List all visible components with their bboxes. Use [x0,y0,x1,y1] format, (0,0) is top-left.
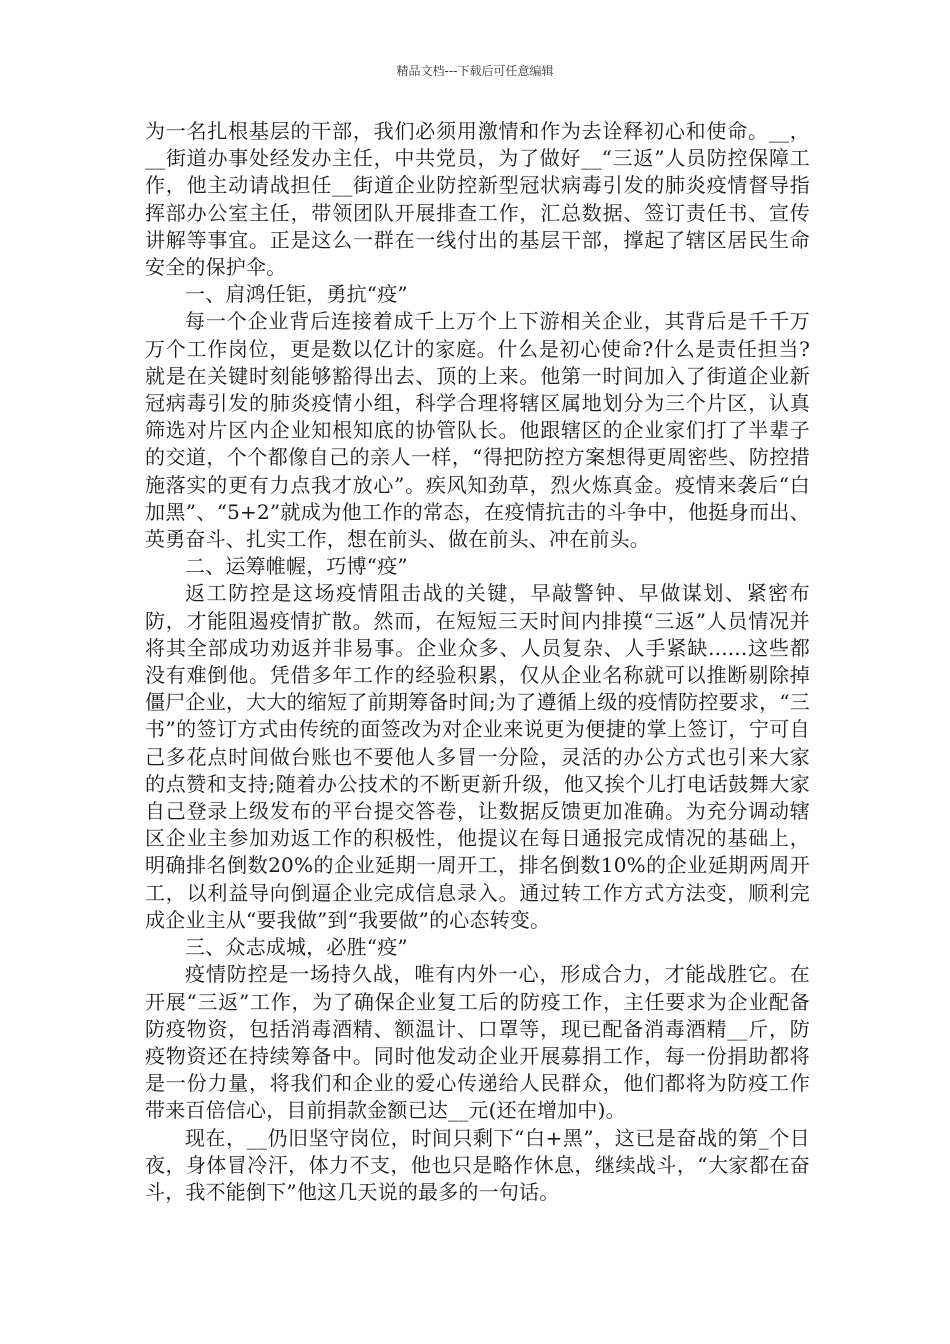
intro-paragraph: 为一名扎根基层的干部，我们必须用激情和作为去诠释初心和使命。__，__街道办事处经发办主任，中共党员，为了做好__“三返”人员防控保障工作，他主动请战担任__街道企业防控新型冠状病毒引发的肺炎疫情督导指挥部办公室主任，带领团队开展排查工作，汇总数据、签订责任书、宣传讲解等事宜。正是这么一群在一线付出的基层干部，撑起了辖区居民生命安全的保护伞。 [145,119,810,280]
section-paragraph-3: 疫情防控是一场持久战，唯有内外一心，形成合力，才能战胜它。在开展“三返”工作，为了确保企业复工后的防疫工作，主任要求为企业配备防疫物资，包括消毒酒精、额温计、口罩等，现已配备消毒酒精__斤，防疫物资还在持续筹备中。同时他发动企业开展募捐工作，每一份捐助都将是一份力量，将我们和企业的爱心传递给人民群众，他们都将为防疫工作带来百倍信心，目前捐款金额已达__元(还在增加中)。 [145,962,810,1123]
section-heading-3: 三、众志成城，必胜“疫” [185,935,408,960]
page-header: 精品文档---下载后可任意编辑 [396,64,554,78]
section-heading-1: 一、肩鸿任钜，勇抗“疫” [185,282,408,307]
section-paragraph-2: 返工防控是这场疫情阻击战的关键，早敲警钟、早做谋划、紧密布防，才能阻遏疫情扩散。然而，在短短三天时间内排摸“三返”人员情况并将其全部成功劝返并非易事。企业众多、人员复杂、人手紧缺......这些都没有难倒他。凭借多年工作的经验积累，仅从企业名称就可以推断剔除掉僵尸企业，大大的缩短了前期筹备时间;为了遵循上级的疫情防控要求，“三书”的签订方式由传统的面签改为对企业来说更为便捷的掌上签订，宁可自己多花点时间做台账也不要他人多冒一分险，灵活的办公方式也引来大家的点赞和支持;随着办公技术的不断更新升级，他又挨个儿打电话鼓舞大家自己登录上级发布的平台提交答卷，让数据反馈更加准确。为充分调动辖区企业主参加劝返工作的积极性，他提议在每日通报完成情况的基础上，明确排名倒数20%的企业延期一周开工，排名倒数10%的企业延期两周开工，以利益导向倒逼企业完成信息录入。通过转工作方式方法变，顺利完成企业主从“要我做”到“我要做”的心态转变。 [145,581,810,932]
document-body [145,118,810,1206]
closing-paragraph: 现在，__仍旧坚守岗位，时间只剩下“白+黑”，这已是奋战的第_个日夜，身体冒冷汗，体力不支，他也只是略作休息，继续战斗，“大家都在奋斗，我不能倒下”他这几天说的最多的一句话。 [145,1125,810,1204]
section-heading-2: 二、运筹帷幄，巧博“疫” [185,554,408,579]
section-paragraph-1: 每一个企业背后连接着成千上万个上下游相关企业，其背后是千千万万个工作岗位，更是数以亿计的家庭。什么是初心使命?什么是责任担当?就是在关键时刻能够豁得出去、顶的上来。他第一时间加入了街道企业新冠病毒引发的肺炎疫情小组，科学合理将辖区属地划分为三个片区，认真筛选对片区内企业知根知底的协管队长。他跟辖区的企业家们打了半辈子的交道，个个都像自己的亲人一样，“得把防控方案想得更周密些、防控措施落实的更有力点我才放心”。疾风知劲草，烈火炼真金。疫情来袭后“白加黑”、“5+2”就成为他工作的常态，在疫情抗击的斗争中，他挺身而出、英勇奋斗、扎实工作，想在前头、做在前头、冲在前头。 [145,309,810,552]
